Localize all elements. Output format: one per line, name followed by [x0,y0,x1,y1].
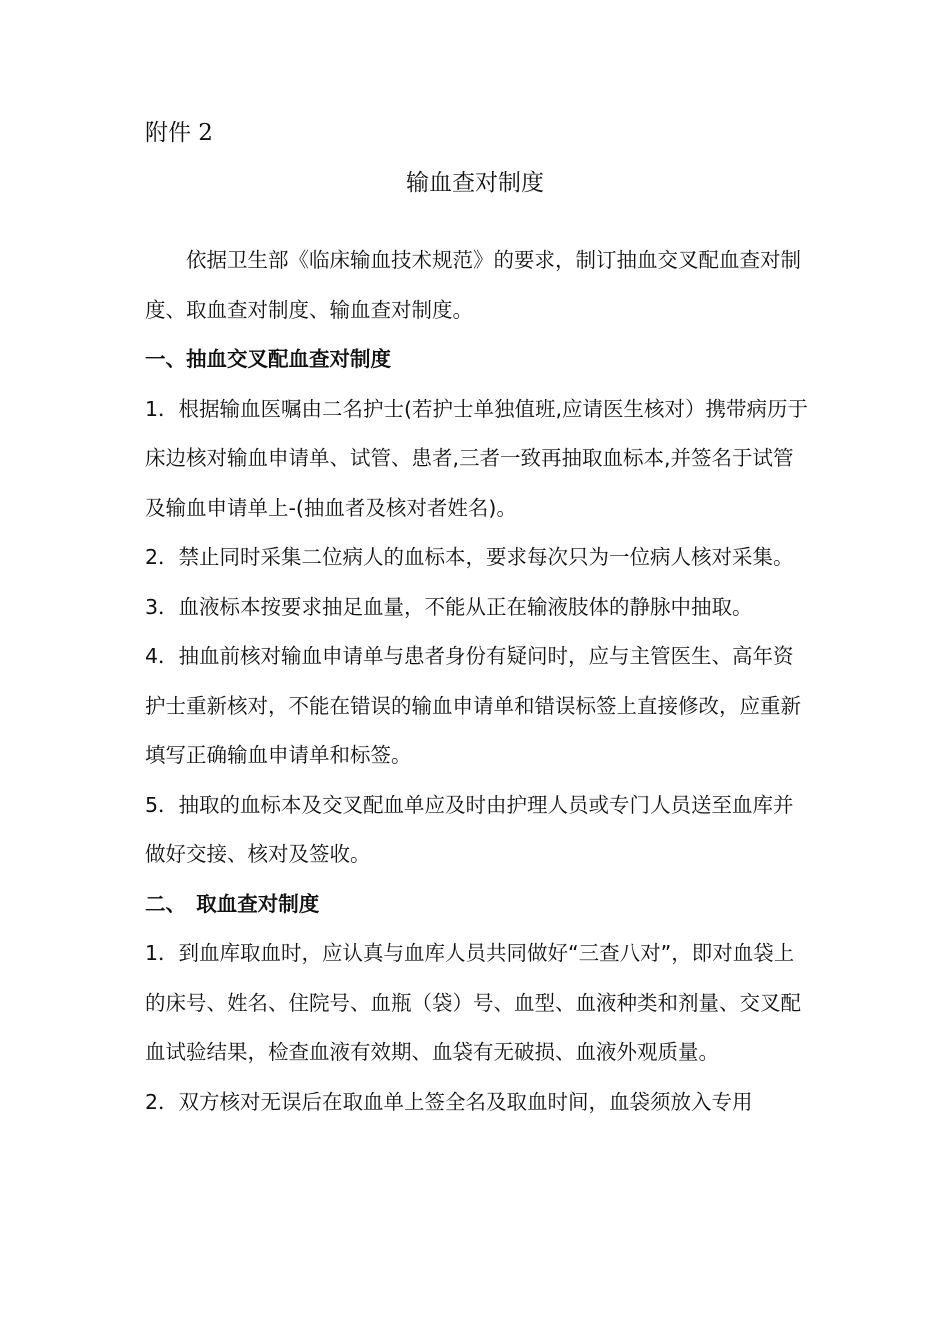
section-heading-blood-collection: 二、 取血查对制度 [145,891,320,916]
list-item: 2．禁止同时采集二位病人的血标本，要求每次只为一位病人核对采集。 [145,545,794,569]
document-body [145,236,810,1127]
list-item: 1．根据输血医嘱由二名护士(若护士单独值班,应请医生核对）携带病历于床边核对输血申请单、试管、患者,三者一致再抽取血标本,并签名于试管及输血申请单上-(抽血者及核对者姓名)。 [145,396,809,520]
section-heading-blood-sampling: 一、抽血交叉配血查对制度 [145,347,391,371]
intro-paragraph: 依据卫生部《临床输血技术规范》的要求，制订抽血交叉配血查对制度、取血查对制度、输血查对制度。 [145,248,801,322]
attachment-label: 附件 2 [145,120,213,146]
list-item: 5．抽取的血标本及交叉配血单应及时由护理人员或专门人员送至血库并做好交接、核对及签收。 [145,792,794,866]
list-item: 4．抽血前核对输血申请单与患者身份有疑问时，应与主管医生、高年资护士重新核对，不能在错误的输血申请单和错误标签上直接修改，应重新填写正确输血申请单和标签。 [145,644,801,767]
list-item: 1．到血库取血时，应认真与血库人员共同做好“三查八对”，即对血袋上的床号、姓名、住院号、血瓶（袋）号、血型、血液种类和剂量、交叉配血试验结果，检查血液有效期、血袋有无破损、血液外观质量。 [145,941,801,1064]
document-title: 输血查对制度 [406,170,544,196]
list-item: 2．双方核对无误后在取血单上签全名及取血时间，血袋须放入专用 [145,1089,753,1114]
list-item: 3．血液标本按要求抽足血量，不能从正在输液肢体的静脉中抽取。 [145,594,753,619]
